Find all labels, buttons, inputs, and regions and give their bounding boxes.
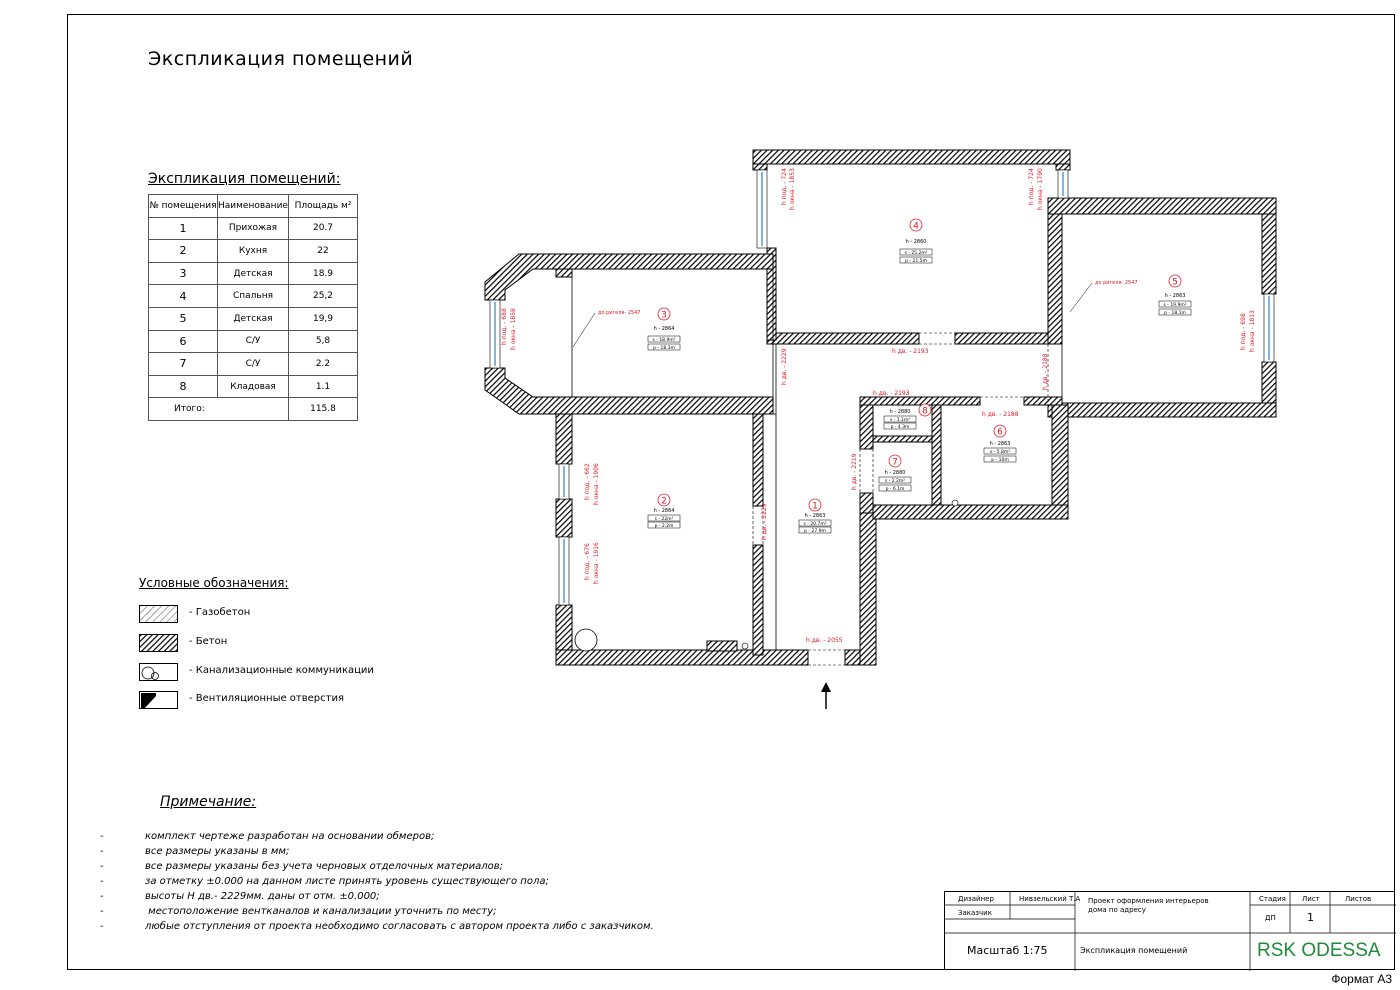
row-name: Кладовая [218, 375, 289, 398]
note-text: любые отступления от проекта необходимо согласовать с автором проекта либо с заказчиком. [145, 921, 654, 932]
legend-title: Условные обозначения: [139, 576, 289, 590]
door-label: h дв. - 2055 [806, 637, 843, 644]
svg-text:8: 8 [922, 406, 928, 417]
scale: Масштаб 1:75 [967, 944, 1048, 957]
svg-text:h - 2863: h - 2863 [1164, 293, 1186, 299]
wall [955, 333, 1048, 344]
svg-text:p - 2.2m: p - 2.2m [654, 524, 674, 529]
door-label: h дв. - 2229 [781, 348, 788, 385]
total-value: 115.8 [289, 398, 358, 421]
wall [753, 545, 763, 655]
row-number: 6 [149, 330, 218, 353]
window-label: h окна - 1790 [1037, 168, 1044, 210]
window-label: h под. - 676 [584, 543, 591, 580]
svg-text:s - 25.2m²: s - 25.2m² [904, 251, 928, 256]
svg-text:h - 2863: h - 2863 [804, 513, 826, 519]
wall [1048, 403, 1276, 417]
svg-text:5: 5 [1172, 277, 1178, 288]
door-label: h дв. - 2219 [851, 453, 858, 490]
row-number: 8 [149, 375, 218, 398]
window-label: h окна - 1858 [510, 308, 517, 350]
svg-text:h - 2880: h - 2880 [884, 470, 906, 476]
project-description: Проект оформления интерьеров дома по адресу [1088, 897, 1209, 914]
note-text: комплект чертеже разработан на основании обмеров; [145, 831, 435, 842]
room-tag-1 [799, 499, 831, 534]
page-title: Экспликация помещений [148, 48, 414, 70]
header-name: Наименование [218, 195, 289, 218]
door-label: h дв. - 2229 [761, 503, 768, 540]
wall [1052, 405, 1068, 519]
total-label: Итого: [149, 398, 289, 421]
row-area: 1.1 [289, 375, 358, 398]
legend-label: - Канализационные коммуникации [189, 665, 374, 676]
header-area: Площадь м² [289, 195, 358, 218]
table-title: Экспликация помещений: [148, 171, 341, 187]
door-label: h дв. - 2193 [892, 348, 929, 355]
row-name: Детская [218, 262, 289, 285]
note-bullet: - [100, 831, 104, 842]
row-name: Кухня [218, 240, 289, 263]
walls [485, 150, 1276, 665]
wall [556, 499, 572, 537]
svg-text:s - 1.1m²: s - 1.1m² [889, 418, 911, 423]
room-tag-6 [984, 425, 1016, 463]
svg-text:6: 6 [997, 427, 1003, 438]
wall [1056, 164, 1070, 170]
door-label: h дв. - 2188 [982, 411, 1019, 418]
row-area: 20.7 [289, 217, 358, 240]
ventilation-duct [707, 641, 737, 651]
row-number: 7 [149, 353, 218, 376]
stage-value: ДП [1265, 914, 1276, 922]
svg-text:h - 2864: h - 2864 [653, 326, 675, 332]
window-labels [501, 168, 1256, 584]
row-area: 2.2 [289, 353, 358, 376]
window-label: h под. - 724 [1028, 168, 1035, 205]
svg-text:p - 10m: p - 10m [991, 458, 1009, 463]
note-bullet: - [100, 921, 104, 932]
row-name: Прихожая [218, 217, 289, 240]
svg-text:h - 2864: h - 2864 [653, 508, 675, 514]
svg-text:4: 4 [913, 221, 919, 232]
header-number: № помещения [149, 195, 218, 218]
wall [860, 505, 876, 665]
format-label: Формат А3 [1331, 972, 1392, 986]
svg-text:s - 5.8m²: s - 5.8m² [989, 450, 1011, 455]
note-text: все размеры указаны в мм; [145, 846, 290, 857]
legend-label: - Бетон [189, 636, 228, 647]
row-number: 4 [149, 285, 218, 308]
room-tag-4 [900, 219, 932, 264]
row-number: 5 [149, 307, 218, 330]
window-label: h под. - 698 [1240, 313, 1247, 350]
wall [1048, 214, 1062, 344]
row-area: 19,9 [289, 307, 358, 330]
note-bullet: - [100, 846, 104, 857]
sewer-riser [952, 500, 958, 506]
row-number: 2 [149, 240, 218, 263]
beam-label: до ригеля- 2547 [598, 310, 641, 316]
svg-text:p - 21.5m: p - 21.5m [905, 259, 927, 264]
room-tag-5 [1159, 275, 1191, 316]
window-label: h под. - 724 [781, 168, 788, 205]
row-area: 18.9 [289, 262, 358, 285]
window-label: h под. - 662 [584, 463, 591, 500]
door-openings [753, 333, 1048, 665]
svg-text:s - 20.7m²: s - 20.7m² [803, 522, 827, 527]
wall [1262, 214, 1276, 294]
window-label: h окна - 1916 [593, 542, 600, 584]
svg-text:h - 2863: h - 2863 [989, 441, 1011, 447]
client-label: Заказчик [958, 909, 992, 917]
svg-text:p - 18.1m: p - 18.1m [1164, 311, 1186, 316]
room-tag-3 [648, 308, 680, 351]
row-number: 3 [149, 262, 218, 285]
entry-arrow-head-icon [821, 682, 831, 692]
legend-label: - Газобетон [189, 607, 251, 618]
wall [753, 150, 1070, 164]
wall [767, 333, 919, 344]
svg-text:1: 1 [812, 501, 818, 512]
svg-text:2: 2 [661, 496, 667, 507]
wall [1048, 198, 1276, 214]
svg-text:s - 18.9m²: s - 18.9m² [652, 338, 676, 343]
row-name: Детская [218, 307, 289, 330]
svg-text:s - 2.2m²: s - 2.2m² [884, 479, 906, 484]
notes-title: Примечание: [160, 794, 257, 810]
door-label: h дв. - 2193 [873, 390, 910, 397]
title-block [944, 891, 1395, 970]
room-tag-7 [879, 455, 911, 492]
window-label: h окна - 1813 [1249, 310, 1256, 352]
svg-text:7: 7 [892, 457, 898, 468]
row-name: С/У [218, 353, 289, 376]
wall [873, 505, 1068, 519]
wall [860, 493, 873, 513]
note-bullet: - [100, 891, 104, 902]
company-logo: RSK ODESSA [1257, 940, 1381, 961]
wall [873, 436, 932, 442]
window-label: h окна - 1906 [593, 463, 600, 505]
note-text: все размеры указаны без учета черновых отделочных материалов; [145, 861, 504, 872]
row-name: Спальня [218, 285, 289, 308]
svg-text:3: 3 [661, 310, 667, 321]
row-area: 25,2 [289, 285, 358, 308]
room-tag-2 [648, 494, 680, 529]
sheet-title: Экспликация помещений [1080, 946, 1188, 955]
wall [556, 414, 572, 464]
note-text: высоты Н дв.- 2229мм. даны от отм. ±0.000; [145, 891, 380, 902]
door-labels [761, 348, 1049, 644]
note-bullet: - [100, 861, 104, 872]
window-label: h окна - 1853 [789, 168, 796, 210]
wall [485, 368, 773, 414]
stage-label: Стадия [1259, 895, 1286, 903]
wall [485, 254, 773, 300]
sheets-label: Листов [1345, 895, 1372, 903]
row-area: 5,8 [289, 330, 358, 353]
wall [556, 269, 572, 277]
wall [1024, 397, 1062, 405]
wall [860, 397, 980, 405]
windows [490, 170, 1274, 605]
note-text: местоположение вентканалов и канализации уточнить по месту; [145, 906, 497, 917]
window-label: h под. - 688 [501, 308, 508, 345]
wall [753, 164, 767, 170]
row-number: 1 [149, 217, 218, 240]
sheet-label: Лист [1302, 895, 1320, 903]
note-bullet: - [100, 906, 104, 917]
designer-label: Дизайнер [958, 895, 994, 903]
note-text: за отметку ±0.000 на данном листе принять уровень существующего пола; [145, 876, 549, 887]
beam-label: до ригеля- 2547 [1095, 280, 1138, 286]
sheet-value: 1 [1307, 911, 1314, 924]
door-label: h дв. - 2188 [1042, 353, 1049, 390]
sewer-riser [742, 643, 748, 649]
svg-text:p - 4.3m: p - 4.3m [890, 425, 910, 430]
legend-label: - Вентиляционные отверстия [189, 693, 344, 704]
svg-text:h - 2880: h - 2880 [889, 409, 911, 415]
wall [932, 405, 941, 505]
wall [556, 650, 808, 665]
svg-text:p - 6.1m: p - 6.1m [885, 487, 905, 492]
row-name: С/У [218, 330, 289, 353]
svg-text:s - 19.9m²: s - 19.9m² [1163, 303, 1187, 308]
svg-text:h - 2860: h - 2860 [905, 239, 927, 245]
svg-text:s - 22m²: s - 22m² [654, 517, 674, 522]
room-tag-8 [884, 404, 931, 430]
svg-text:p - 27.9m: p - 27.9m [804, 529, 826, 534]
designer-name: Нивзельский Т.А [1019, 895, 1081, 903]
wall [753, 414, 763, 506]
svg-text:p - 18.3m: p - 18.3m [653, 346, 675, 351]
note-bullet: - [100, 876, 104, 887]
row-area: 22 [289, 240, 358, 263]
sewer-pipe [575, 629, 597, 651]
